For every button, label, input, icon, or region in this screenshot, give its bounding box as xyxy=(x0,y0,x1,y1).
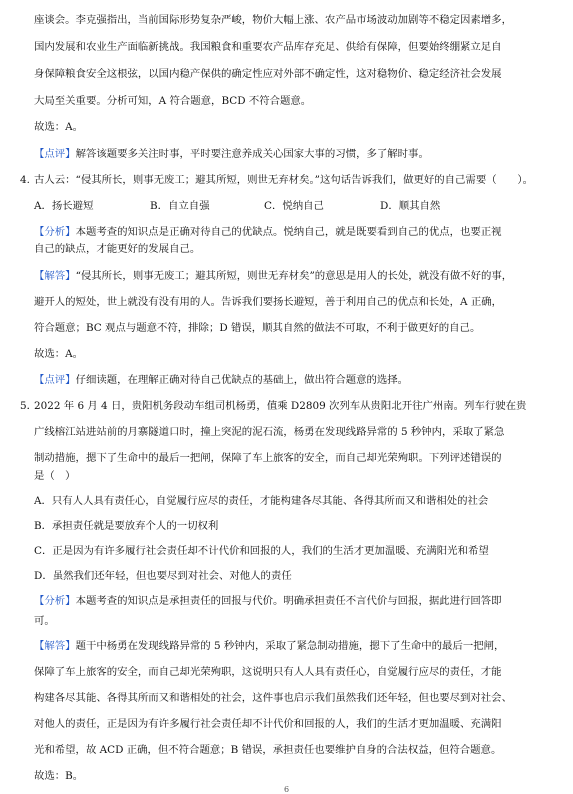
analysis-text: 本题考查的知识点是承担责任的回报与代价。明确承担责任不言代价与回报，据此进行回答即 xyxy=(75,595,502,607)
solution-line xyxy=(34,270,554,283)
solution-tag: 【解答】 xyxy=(34,270,76,282)
page-number: 6 xyxy=(283,785,290,794)
analysis-text: 本题考查的知识点是正确对待自己的优缺点。悦纳自己，就是既要看到自己的优点，也要正视 xyxy=(75,226,502,238)
answer-line: 故选：A。 xyxy=(34,121,84,133)
option-a: A．只有人人具有责任心，自觉履行应尽的责任，才能构建各尽其能、各得其所而又和谐相处的社会 xyxy=(34,495,489,507)
question-stem: 是（ ） xyxy=(34,470,76,482)
option-a: A．扬长避短 xyxy=(34,200,94,212)
text-line: 大局至关重要。分析可知，A 符合题意，BCD 不符合题意。 xyxy=(34,95,312,107)
review-text: 解答该题要多关注时事，平时要注意养成关心国家大事的习惯，多了解时事。 xyxy=(75,148,429,160)
analysis-line: 自己的缺点，才能更好的发展自己。 xyxy=(34,243,201,255)
question-stem: 制动措施，摁下了生命中的最后一把闸，保障了车上旅客的安全，而自己却光荣殉职。下列评述错误的 xyxy=(34,452,502,464)
option-c: C．悦纳自己 xyxy=(264,200,324,212)
solution-text: “侵其所长，则事无废工；避其所短，则世无弃材矣”的意思是用人的长处，就没有做不好的事， xyxy=(75,270,513,282)
question-stem: 2022 年 6 月 4 日，贵阳机务段动车组司机杨勇，值乘 D2809 次列车从贵阳北开往广州南。列车行驶在贵 xyxy=(34,400,527,412)
question-stem: 古人云：“侵其所长，则事无废工；避其所短，则世无弃材矣。”这句话告诉我们，做更好的自己需要（ ）。 xyxy=(34,174,533,186)
analysis-line xyxy=(34,226,554,239)
solution-line: 保障了车上旅客的安全，而自己却光荣殉职，这说明只有人人具有责任心，自觉履行应尽的责任，才能 xyxy=(34,666,502,678)
answer-line: 故选：B。 xyxy=(34,770,84,782)
text-line: 国内发展和农业生产面临新挑战。我国粮食和重要农产品库存充足、供给有保障，但要始终绷紧立足自 xyxy=(34,41,502,53)
review-line xyxy=(34,374,554,387)
solution-text: 题干中杨勇在发现线路异常的 5 秒钟内，采取了紧急制动措施，摁下了生命中的最后一把闸， xyxy=(75,640,505,652)
option-d: D．顺其自然 xyxy=(380,200,441,212)
question-number: 4. xyxy=(20,174,30,186)
text-line: 座谈会。李克强指出，当前国际形势复杂严峻，物价大幅上涨、农产品市场波动加剧等不稳定因素增多， xyxy=(34,14,512,26)
review-tag: 【点评】 xyxy=(34,374,76,386)
solution-line: 光和希望，故 ACD 正确，但不符合题意；B 错误，承担责任也要维护自身的合法权益，但符合题意。 xyxy=(34,744,502,756)
solution-line: 符合题意；BC 观点与题意不符，排除；D 错误，顺其自然的做法不可取，不利于做更好的自己。 xyxy=(34,322,481,334)
review-text: 仔细读题，在理解正确对待自己优缺点的基础上，做出符合题意的选择。 xyxy=(75,374,409,386)
option-b: B．承担责任就是要放弃个人的一切权利 xyxy=(34,520,219,532)
analysis-tag: 【分析】 xyxy=(34,226,76,238)
solution-line xyxy=(34,640,554,653)
option-d: D．虽然我们还年轻，但也要尽到对社会、对他人的责任 xyxy=(34,570,292,582)
option-b: B．自立自强 xyxy=(150,200,210,212)
analysis-line xyxy=(34,595,554,608)
question-number: 5． xyxy=(20,400,38,412)
review-line xyxy=(34,148,554,161)
text-line: 身保障粮食安全这根弦，以国内稳产保供的确定性应对外部不确定性，这对稳物价、稳定经济社会发展 xyxy=(34,68,502,80)
analysis-tag: 【分析】 xyxy=(34,595,76,607)
review-tag: 【点评】 xyxy=(34,148,76,160)
solution-tag: 【解答】 xyxy=(34,640,76,652)
analysis-line: 可。 xyxy=(34,615,55,627)
answer-line: 故选：A。 xyxy=(34,348,84,360)
option-c: C．正是因为有许多履行社会责任却不计代价和回报的人，我们的生活才更加温暖、充满阳光和希望 xyxy=(34,545,489,557)
solution-line: 避开人的短处，世上就没有没有用的人。告诉我们要扬长避短，善于利用自己的优点和长处，A 正确， xyxy=(34,296,502,308)
solution-line: 构建各尽其能、各得其所而又和谐相处的社会，这件事也启示我们虽然我们还年轻，但也要尽到对社会、 xyxy=(34,692,512,704)
question-stem: 广线榕江站进站前的月寨隧道口时，撞上突泥的泥石流，杨勇在发现线路异常的 5 秒钟内，采取了紧急 xyxy=(34,426,505,438)
solution-line: 对他人的责任，正是因为有许多履行社会责任却不计代价和回报的人，我们的生活才更加温暖、充满阳 xyxy=(34,718,502,730)
